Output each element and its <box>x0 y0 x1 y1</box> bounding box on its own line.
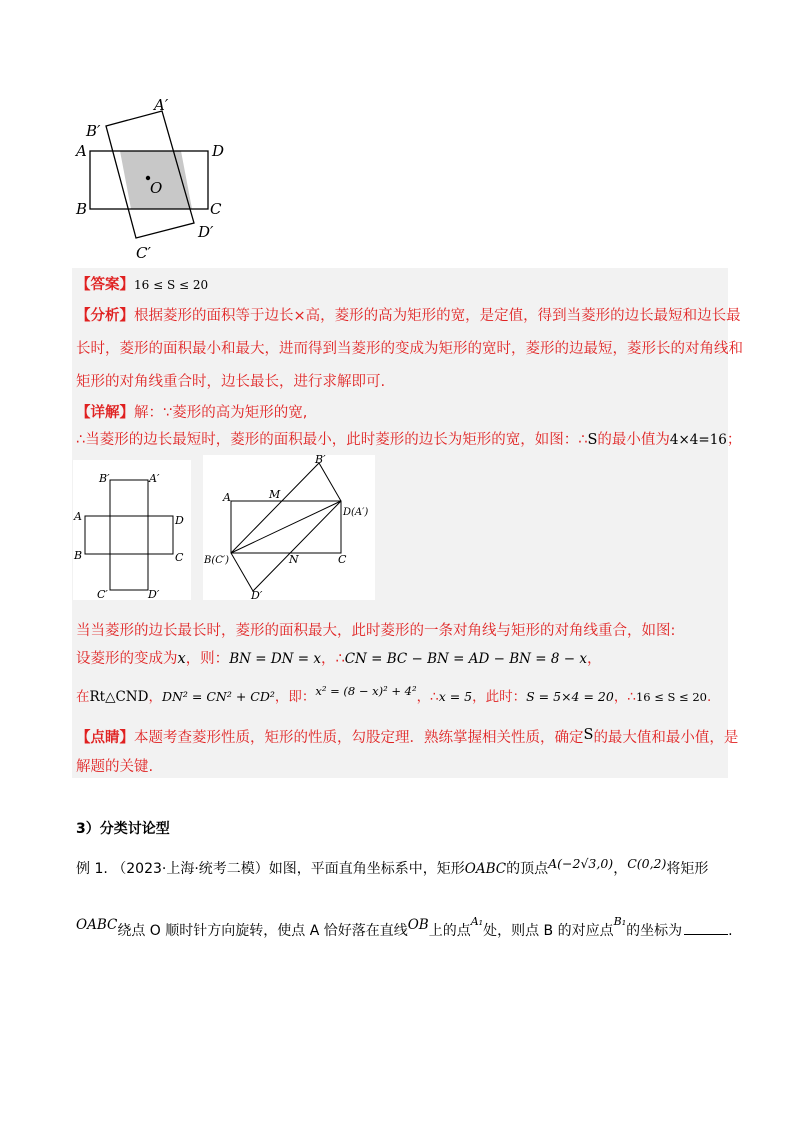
answer-tag: 【答案】 <box>76 277 134 293</box>
label-D: D <box>212 142 225 160</box>
eq-x-value: x = 5 <box>438 689 473 704</box>
detail-text-4a: 设菱形的变成为 <box>76 651 178 667</box>
detail-text-5-so2: ，∴ <box>613 689 636 705</box>
var-S: S <box>587 432 598 448</box>
detail-text-5-end: . <box>706 689 712 705</box>
eq-bn-dn: BN = DN = x <box>229 651 321 667</box>
fig2-label-B: B <box>74 549 83 562</box>
detail-text-5-mid: ，即： <box>274 689 316 705</box>
label-A-prime: A′ <box>154 96 169 114</box>
fig3-label-A: A <box>223 491 231 504</box>
eq-pythagoras: DN² = CN² + CD² <box>161 689 275 704</box>
fig3-label-C: C <box>338 553 347 566</box>
point-A1: A₁ <box>470 915 484 928</box>
min-value-math: 4×4=16 <box>669 432 727 448</box>
var-x: x <box>177 651 186 667</box>
label-A: A <box>76 142 87 160</box>
comment-line-1 <box>76 727 738 749</box>
comment-text-1a: 本题考查菱形性质，矩形的性质，勾股定理．熟练掌握相关性质，确定 <box>134 730 584 746</box>
fig3-label-M: M <box>269 488 281 501</box>
detail-tag: 【详解】 <box>76 405 134 421</box>
analysis-line-1 <box>76 305 741 327</box>
detail-text-4b: ，则： <box>185 651 230 667</box>
rect-oabc: OABC <box>464 861 507 877</box>
detail-text-5-now: ，此时： <box>472 689 527 705</box>
rect-oabc-2: OABC <box>76 917 118 933</box>
comment-line-2 <box>76 756 153 778</box>
label-C-prime: C′ <box>136 244 151 262</box>
fig2-label-B-prime: B′ <box>99 472 110 485</box>
example-text-2d: 的坐标为 <box>626 923 683 939</box>
example-text-2c: 处，则点 B 的对应点 <box>483 923 614 939</box>
detail-text-4-end: ， <box>586 651 602 667</box>
detail-text-3: 当当菱形的边长最长时，菱形的面积最大，此时菱形的一条对角线与矩形的对角线重合，如图: <box>76 623 676 639</box>
detail-text-2b: 的最小值为 <box>597 432 670 448</box>
detail-line-4 <box>76 648 601 670</box>
comment-tag: 【点睛】 <box>76 730 134 746</box>
example-line-2 <box>76 915 733 943</box>
triangle-cnd: Rt△CND <box>89 689 149 705</box>
example-text-2b: 上的点 <box>428 923 471 939</box>
example-line-1 <box>76 858 708 880</box>
eq-final-range: 16 ≤ S ≤ 20 <box>635 690 707 704</box>
analysis-text-2: 长时，菱形的面积最小和最大，进而得到当菱形的变成为矩形的宽时，菱形的边最短，菱形长的对角线和 <box>76 341 743 357</box>
detail-line-3 <box>76 620 675 642</box>
label-B: B <box>76 200 88 218</box>
example-text-1b: 的顶点 <box>506 861 549 877</box>
figure-rotated-rectangles <box>70 96 240 266</box>
label-C: C <box>210 200 222 218</box>
example-text-1c: ， <box>613 861 628 877</box>
point-A-coord: A(−2√3,0) <box>548 856 614 871</box>
comment-var-S: S <box>583 727 594 743</box>
detail-text-2-end: ； <box>726 432 742 448</box>
detail-text-5-in: 在 <box>76 689 90 705</box>
example-text-2a: 绕点 O 顺时针方向旋转，使点 A 恰好落在直线 <box>117 923 408 939</box>
fig3-label-B-prime: B′ <box>315 455 326 466</box>
fig2-label-A: A <box>74 510 82 523</box>
figure-long-side <box>203 455 375 600</box>
label-O: O <box>150 179 163 197</box>
fig3-label-D: D(A′) <box>343 507 369 518</box>
example-text-1a: 例 1. （2023·上海·统考二模）如图，平面直角坐标系中，矩形 <box>76 861 465 877</box>
analysis-line-3 <box>76 371 385 393</box>
point-B1: B₁ <box>613 915 627 928</box>
answer-value: 16 ≤ S ≤ 20 <box>134 278 209 292</box>
detail-line-5: 在Rt△CND，DN² = CN² + CD²，即：x² = (8 − x)² + 4²，∴x = 5，此时：S = 5×4 = 20，∴16 ≤ S ≤ 20. <box>76 684 712 705</box>
fig2-label-D-prime: D′ <box>148 588 160 600</box>
comment-text-1b: 的最大值和最小值，是 <box>593 730 739 746</box>
detail-line-2 <box>76 429 741 451</box>
fig2-label-D: D <box>175 514 184 527</box>
fig2-label-C: C <box>175 551 184 564</box>
eq-cn: CN = BC − BN = AD − BN = 8 − x <box>344 651 587 667</box>
section-title: 3）分类讨论型 <box>76 821 170 837</box>
example-text-1d: 将矩形 <box>666 861 709 877</box>
detail-text-2a: ∴当菱形的边长最短时，菱形的面积最小，此时菱形的边长为矩形的宽，如图：∴ <box>76 432 588 448</box>
label-B-prime: B′ <box>86 122 101 140</box>
fig2-label-C-prime: C′ <box>97 588 108 600</box>
detail-text-4-sep: ，∴ <box>320 651 345 667</box>
detail-text-1: 解：∵菱形的高为矩形的宽, <box>134 405 308 421</box>
detail-text-5-so: ，∴ <box>416 689 439 705</box>
point-C-coord: C(0,2) <box>627 856 667 871</box>
fig3-label-N: N <box>289 553 299 566</box>
analysis-text-1: 根据菱形的面积等于边长×高，菱形的高为矩形的宽，是定值，得到当菱形的边长最短和边长最 <box>134 308 741 324</box>
fig3-label-B: B(C′) <box>204 555 230 566</box>
fig2-label-A-prime: A′ <box>149 472 160 485</box>
analysis-tag: 【分析】 <box>76 308 134 324</box>
analysis-line-2 <box>76 338 743 360</box>
analysis-text-3: 矩形的对角线重合时，边长最长，进行求解即可. <box>76 374 386 390</box>
answer-blank[interactable] <box>684 920 728 935</box>
detail-line-1 <box>76 402 307 424</box>
eq-quadratic: x² = (8 − x)² + 4² <box>315 684 417 698</box>
label-D-prime: D′ <box>198 223 214 241</box>
eq-s-value: S = 5×4 = 20 <box>526 689 614 704</box>
figure-short-side <box>73 460 191 600</box>
comment-text-2: 解题的关键. <box>76 759 154 775</box>
fig3-label-D-prime: D′ <box>251 589 263 600</box>
example-text-2-end: . <box>728 923 733 939</box>
answer-line <box>76 274 208 296</box>
line-ob: OB <box>407 917 429 933</box>
